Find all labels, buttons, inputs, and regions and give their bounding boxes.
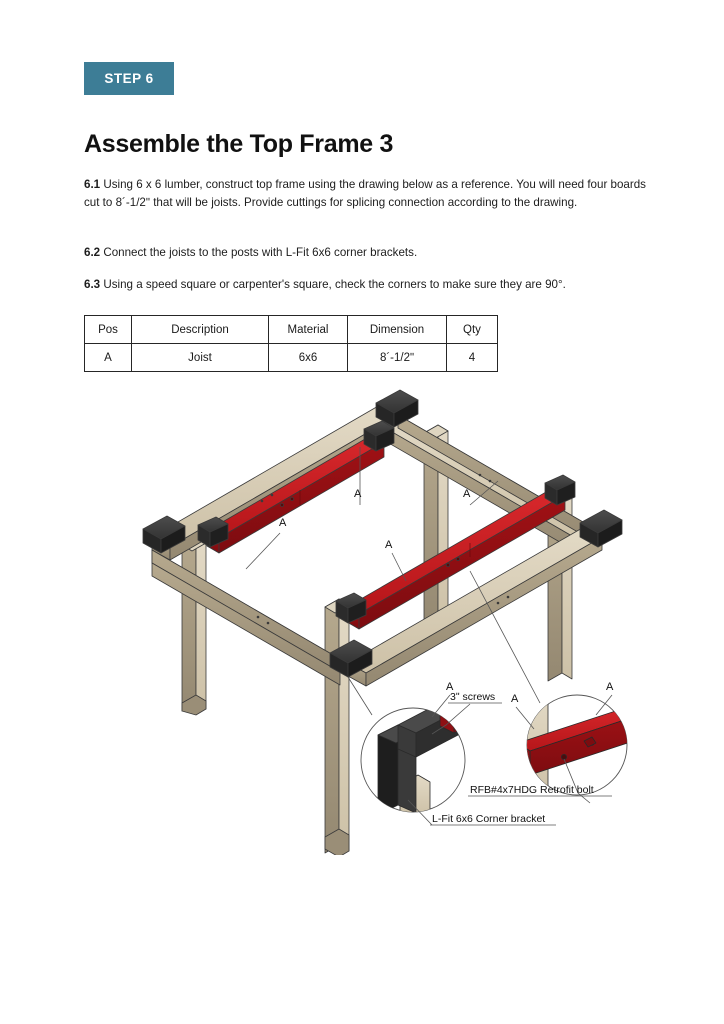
- instruction-paragraph-6-2: [84, 244, 656, 262]
- table-header-dimension: Dimension: [348, 316, 447, 344]
- callout-screws: [432, 691, 502, 734]
- paragraph-number-6-2: 6.2: [84, 246, 101, 259]
- step-badge: [84, 62, 174, 95]
- post-front-center: [325, 599, 349, 855]
- paragraph-number-6-3: 6.3: [84, 278, 101, 291]
- page-title: Assemble the Top Frame 3: [84, 130, 394, 158]
- callout-corner-bracket-label: L-Fit 6x6 Corner bracket: [432, 813, 546, 825]
- cell-qty: 4: [447, 344, 498, 372]
- assembly-drawing: [0, 385, 724, 855]
- instruction-paragraph-6-3: [84, 276, 656, 294]
- part-label-a-3: A: [463, 488, 471, 500]
- part-label-a-2: A: [354, 488, 362, 500]
- callout-screws-label: 3ʺ screws: [450, 691, 496, 703]
- paragraph-body-6-3: Using a speed square or carpenter's square, check the corners to make sure they are 90°.: [100, 278, 566, 291]
- cell-dimension: 8´-1/2ʺ: [348, 344, 447, 372]
- instruction-paragraph-6-1: [84, 176, 656, 211]
- parts-table: [84, 315, 498, 372]
- table-header-material: Material: [269, 316, 348, 344]
- table-header-row: [85, 316, 498, 344]
- part-label-a-6: A: [606, 681, 614, 693]
- cell-description: Joist: [132, 344, 269, 372]
- step-badge-label: STEP 6: [104, 71, 154, 86]
- paragraph-body-6-2: Connect the joists to the posts with L-Fit 6x6 corner brackets.: [100, 246, 418, 259]
- beam-back-left: [152, 405, 398, 560]
- post-back-left: [182, 537, 206, 715]
- paragraph-body-6-1: Using 6 x 6 lumber, construct top frame using the drawing below as a reference. You will need four boards cut to 8´-1/2ʺ that will be joists. Provide cuttings for splicing connection according to the drawing.: [84, 178, 646, 209]
- part-label-a-1: A: [279, 517, 287, 529]
- table-row: [85, 344, 498, 372]
- callout-retrofit-bolt-label: RFB#4x7HDG Retrofit bolt: [470, 784, 594, 796]
- part-label-a-5: A: [446, 681, 454, 693]
- part-label-a-4: A: [385, 539, 393, 551]
- table-header-pos: Pos: [85, 316, 132, 344]
- beam-front-left: [152, 550, 340, 685]
- part-label-a-7: A: [511, 693, 519, 705]
- paragraph-number-6-1: 6.1: [84, 178, 101, 191]
- table-header-description: Description: [132, 316, 269, 344]
- table-header-qty: Qty: [447, 316, 498, 344]
- cell-material: 6x6: [269, 344, 348, 372]
- cell-pos: A: [85, 344, 132, 372]
